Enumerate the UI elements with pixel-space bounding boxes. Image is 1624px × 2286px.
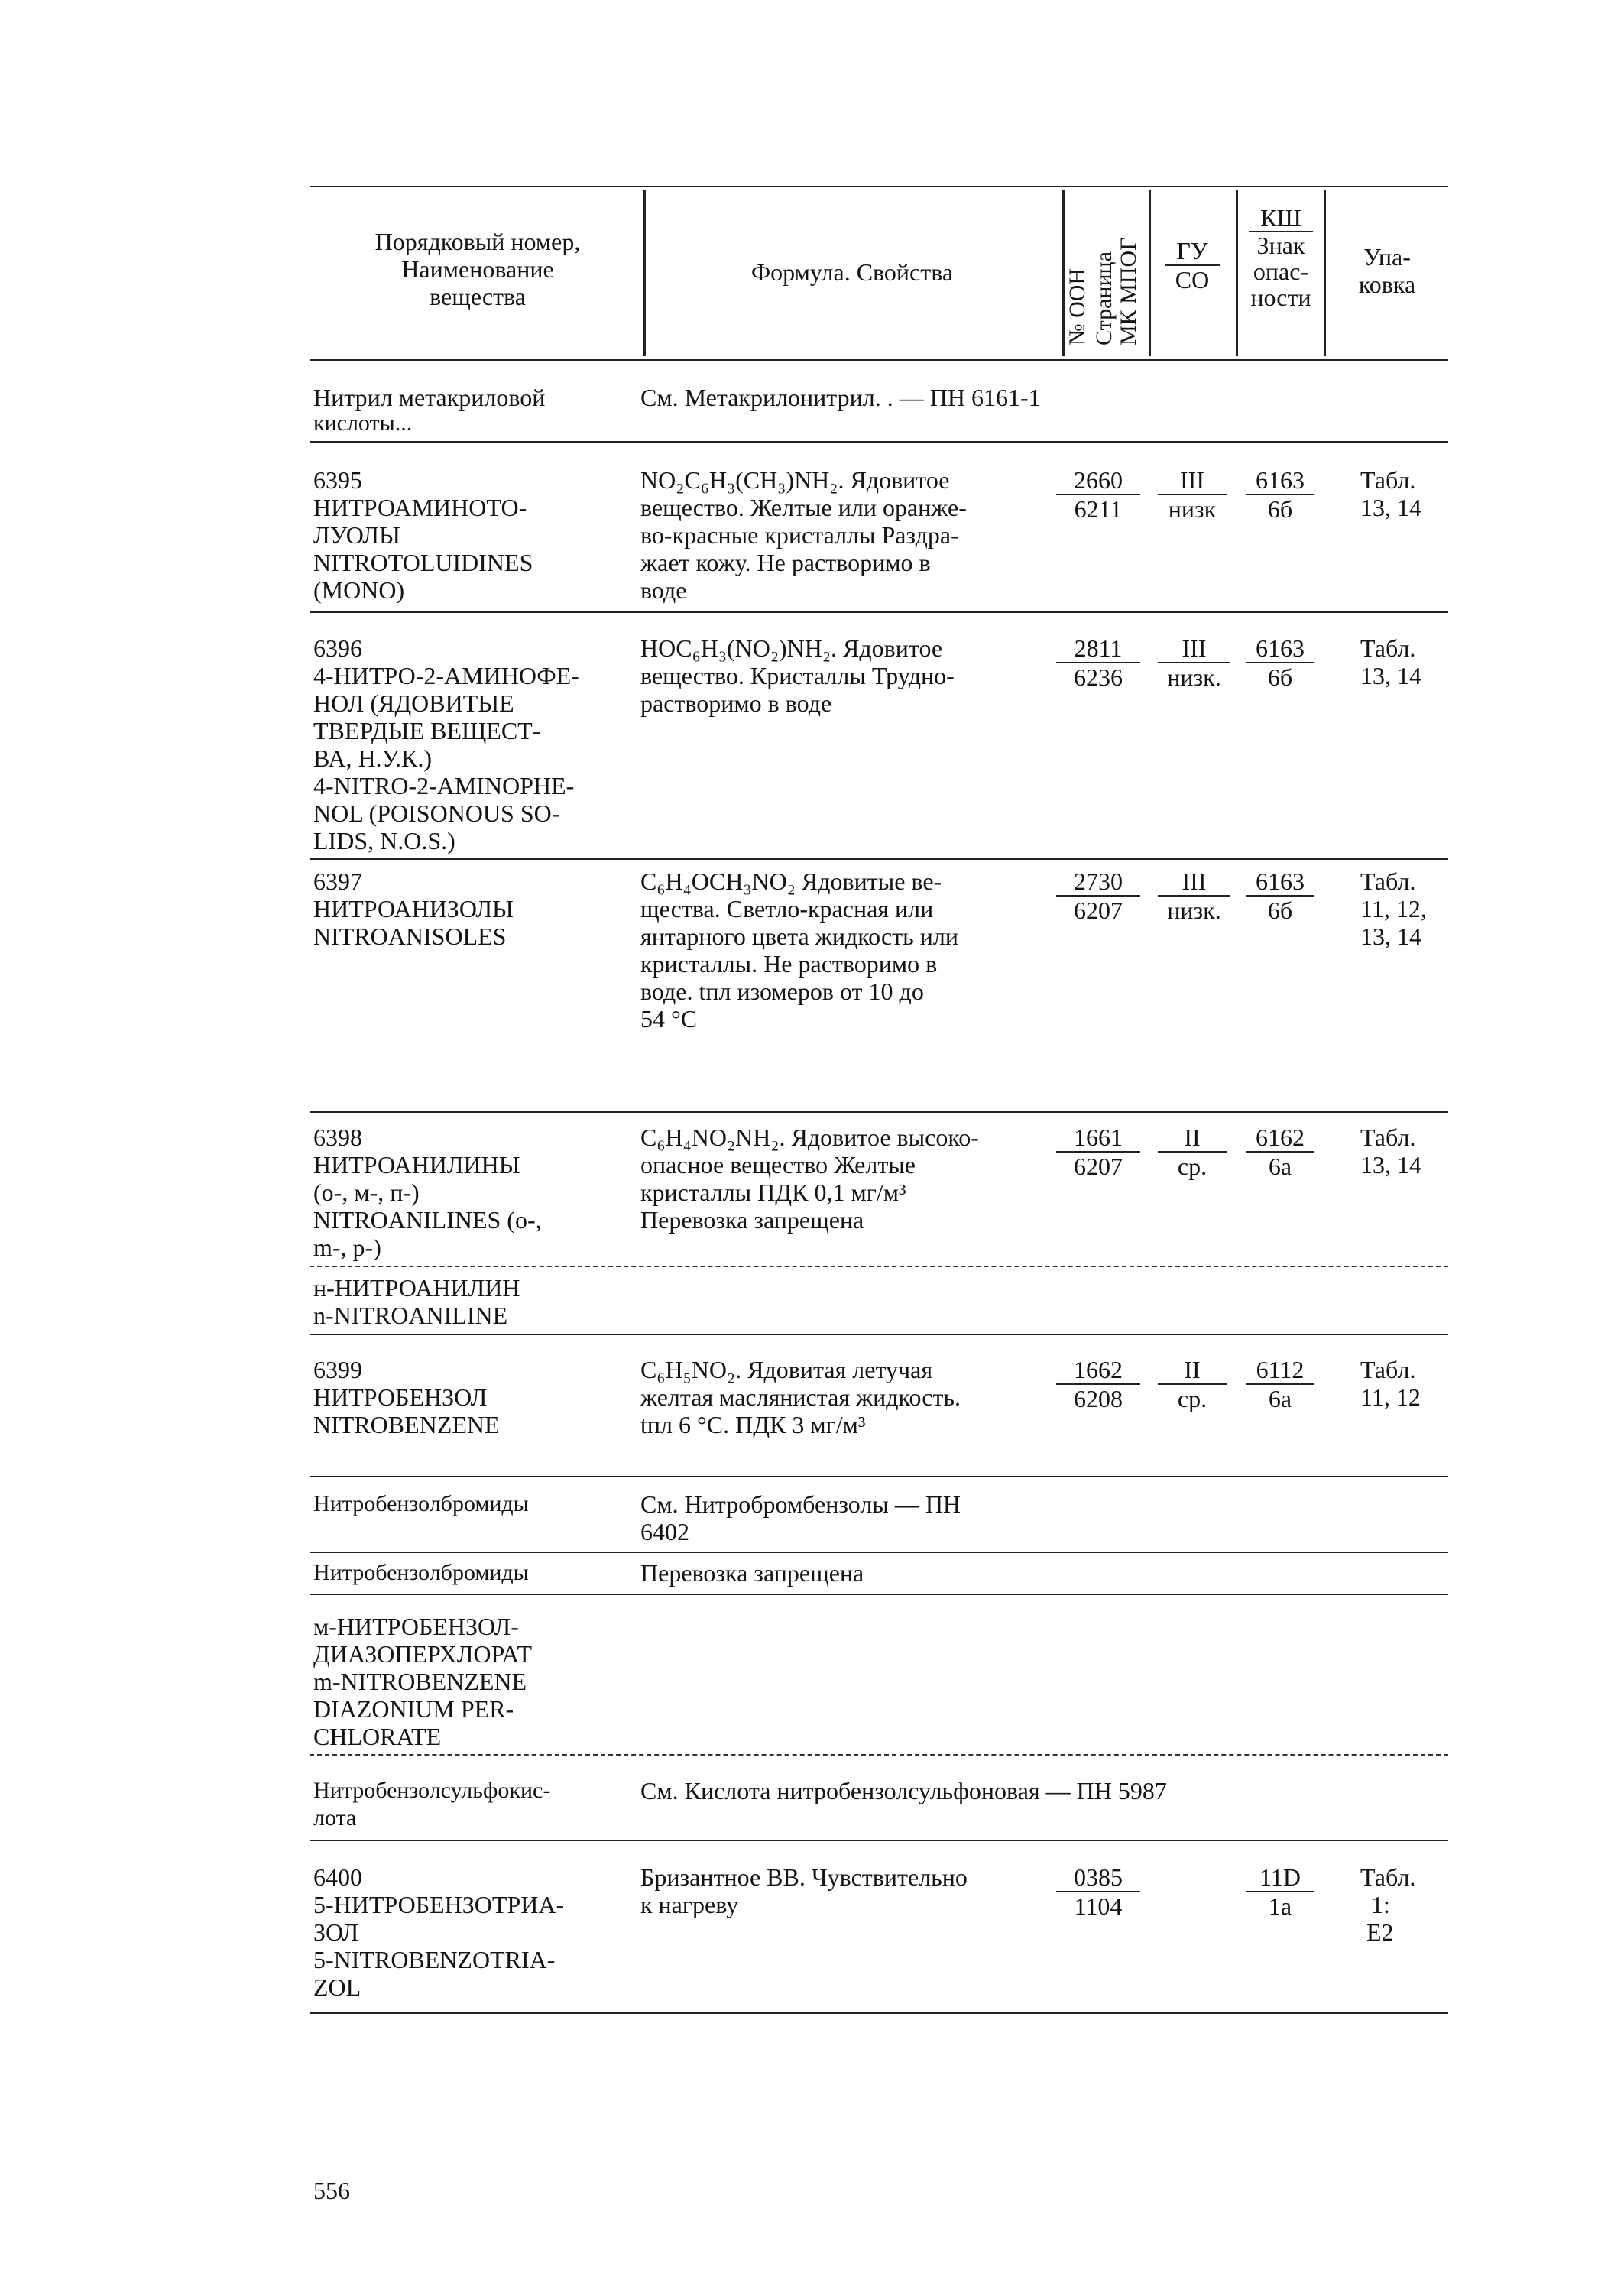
row2-un-page xyxy=(1056,634,1140,691)
row6-props-1: C₆H₅NO₂. Ядовитая летучая xyxy=(640,1356,933,1383)
header-col-name xyxy=(325,228,630,310)
row2-page: 6236 xyxy=(1074,663,1123,691)
row3-props-6: 54 °C xyxy=(640,1005,698,1033)
row1-sign: 6б xyxy=(1267,495,1293,523)
row1-rule xyxy=(310,611,1448,613)
row6-un: 1662 xyxy=(1056,1356,1140,1385)
header-sign-3: ности xyxy=(1250,284,1311,311)
row9-name-1: м-НИТРОБЕНЗОЛ- xyxy=(313,1613,519,1640)
row2-name-4: ТВЕРДЫЕ ВЕЩЕСТ- xyxy=(313,717,541,744)
row4-name-5: m-, p-) xyxy=(313,1234,381,1261)
row4-gu: II xyxy=(1158,1124,1227,1153)
row1-pack-2: 13, 14 xyxy=(1360,494,1421,521)
row6-pack-2: 11, 12 xyxy=(1360,1383,1421,1411)
row8-rule xyxy=(310,1594,1448,1595)
row8-name-1: Нитробензолбромиды xyxy=(313,1560,529,1585)
row2-props-1: HOC₆H₃(NO₂)NH₂. Ядовитое xyxy=(640,634,943,662)
row3-un: 2730 xyxy=(1056,867,1140,897)
row11-name-1: 6400 xyxy=(313,1863,362,1891)
row11-name-4: 5-NITROBENZOTRIA- xyxy=(313,1946,556,1973)
row2-name-1: 6396 xyxy=(313,634,362,662)
row1-name-4: NITROTOLUIDINES xyxy=(313,549,533,576)
row1-name-2: НИТРОАМИНОТО- xyxy=(313,494,527,521)
row0-name-1: Нитрил метакриловой xyxy=(313,384,546,411)
row3-ksh-sign xyxy=(1246,867,1314,924)
row3-pack-3: 13, 14 xyxy=(1360,923,1421,950)
header-divider-3 xyxy=(1149,190,1151,356)
row11-props-1: Бризантное ВВ. Чувствительно xyxy=(640,1863,968,1891)
row10-rule xyxy=(310,1840,1448,1841)
row2-pack-2: 13, 14 xyxy=(1360,662,1421,689)
row1-un: 2660 xyxy=(1056,466,1140,495)
row1-pack-1: Табл. xyxy=(1360,466,1416,494)
header-col-name-line-3: вещества xyxy=(430,283,526,310)
row1-props-1: NO₂C₆H₃(CH₃)NH₂. Ядовитое xyxy=(640,466,950,494)
row3-rule xyxy=(310,1111,1448,1113)
header-sign-1: Знак xyxy=(1256,232,1305,259)
row6-props-3: tпл 6 °C. ПДК 3 мг/м³ xyxy=(640,1411,866,1438)
row1-gu: III xyxy=(1158,466,1227,495)
row2-gu: III xyxy=(1158,634,1230,663)
header-bottom-rule xyxy=(310,359,1448,361)
header-col-mk: МК МПОГ xyxy=(1116,237,1141,345)
row1-props-2: вещество. Желтые или оранже- xyxy=(640,494,967,521)
row11-pack-1: Табл. xyxy=(1360,1863,1416,1891)
row5-name-2: n-NITROANILINE xyxy=(313,1302,508,1329)
row11-name-2: 5-НИТРОБЕНЗОТРИА- xyxy=(313,1891,565,1918)
row6-co: ср. xyxy=(1177,1385,1207,1412)
row7-name-1: Нитробензолбромиды xyxy=(313,1491,529,1516)
row11-ksh-sign xyxy=(1246,1863,1314,1920)
row1-gu-co xyxy=(1158,466,1227,523)
row3-ksh: 6163 xyxy=(1246,867,1314,897)
header-col-ksh xyxy=(1240,205,1322,310)
row4-name-3: (о-, м-, п-) xyxy=(313,1179,420,1206)
row4-props-4: Перевозка запрещена xyxy=(640,1206,864,1234)
page-number: 556 xyxy=(313,2177,350,2204)
row11-pack-3: E2 xyxy=(1366,1918,1394,1946)
row6-rule xyxy=(310,1476,1448,1477)
header-gu: ГУ xyxy=(1165,237,1220,266)
row3-props-4: кристаллы. Не растворимо в xyxy=(640,950,938,978)
row1-name-1: 6395 xyxy=(313,466,362,494)
header-pack-2: ковка xyxy=(1358,271,1416,298)
row1-props-5: воде xyxy=(640,576,687,604)
row9-rule xyxy=(310,1754,1448,1756)
row7-props-2: 6402 xyxy=(640,1518,689,1545)
row3-props-1: C₆H₄OCH₃NO₂ Ядовитые ве- xyxy=(640,867,942,895)
row4-pack-2: 13, 14 xyxy=(1360,1151,1421,1179)
row2-props-2: вещество. Кристаллы Трудно- xyxy=(640,662,955,689)
row9-name-3: m-NITROBENZENE xyxy=(313,1668,527,1695)
header-col-pack xyxy=(1334,243,1441,298)
header-ksh: КШ xyxy=(1249,205,1313,232)
row1-props-3: во-красные кристаллы Раздра- xyxy=(640,521,959,549)
row11-un-page xyxy=(1056,1863,1140,1920)
header-col-gu xyxy=(1154,237,1230,293)
row11-name-3: ЗОЛ xyxy=(313,1918,359,1946)
row2-name-8: LIDS, N.O.S.) xyxy=(313,827,455,854)
row4-sign: 6а xyxy=(1268,1153,1292,1180)
row6-pack-1: Табл. xyxy=(1360,1356,1416,1383)
row4-rule xyxy=(310,1266,1448,1267)
row11-name-5: ZOL xyxy=(313,1973,361,2001)
row1-co: низк xyxy=(1168,495,1217,523)
row1-ksh-sign xyxy=(1246,466,1314,523)
row4-ksh-sign xyxy=(1246,1124,1314,1180)
row8-props-1: Перевозка запрещена xyxy=(640,1559,864,1587)
row7-rule xyxy=(310,1552,1448,1553)
header-co: СО xyxy=(1175,266,1210,293)
header-col-name-line-2: Наименование xyxy=(401,255,554,283)
header-col-name-line-1: Порядковый номер, xyxy=(374,228,581,255)
row4-props-3: кристаллы ПДК 0,1 мг/м³ xyxy=(640,1179,906,1206)
row11-ksh: 11D xyxy=(1246,1863,1314,1892)
row6-sign: 6а xyxy=(1268,1385,1292,1412)
row3-name-2: НИТРОАНИЗОЛЫ xyxy=(313,895,514,923)
row6-gu-co xyxy=(1158,1356,1227,1412)
row2-name-3: НОЛ (ЯДОВИТЫЕ xyxy=(313,689,514,717)
row3-un-page xyxy=(1056,867,1140,924)
header-col-un: № ООН xyxy=(1065,268,1090,345)
row3-props-5: воде. tпл изомеров от 10 до xyxy=(640,978,924,1005)
row7-props-1: См. Нитробромбензолы — ПН xyxy=(640,1490,961,1518)
row9-name-4: DIAZONIUM PER- xyxy=(313,1695,514,1723)
row1-name-5: (MONO) xyxy=(313,576,405,604)
row6-name-2: НИТРОБЕНЗОЛ xyxy=(313,1383,488,1411)
row4-co: ср. xyxy=(1177,1153,1207,1180)
row2-pack-1: Табл. xyxy=(1360,634,1416,662)
row3-gu-co xyxy=(1158,867,1230,924)
row11-props-2: к нагреву xyxy=(640,1891,739,1918)
row0-name-2: кислоты... xyxy=(313,410,413,436)
row11-rule xyxy=(310,2012,1448,2014)
header-divider-5 xyxy=(1324,190,1326,356)
row6-page: 6208 xyxy=(1074,1385,1123,1412)
row3-gu: III xyxy=(1158,867,1230,897)
row11-sign: 1а xyxy=(1268,1892,1292,1920)
row6-name-3: NITROBENZENE xyxy=(313,1411,500,1438)
row1-page: 6211 xyxy=(1074,495,1123,523)
row2-name-5: ВА, Н.У.К.) xyxy=(313,744,432,772)
row2-gu-co xyxy=(1158,634,1230,691)
row3-props-3: янтарного цвета жидкость или xyxy=(640,923,958,950)
row2-ksh-sign xyxy=(1246,634,1314,691)
row2-name-6: 4-NITRO-2-AMINOPHE- xyxy=(313,772,575,799)
row9-name-2: ДИАЗОПЕРХЛОРАТ xyxy=(313,1640,533,1668)
row11-pack-2: 1: xyxy=(1371,1891,1390,1918)
row1-props-4: жает кожу. Не растворимо в xyxy=(640,549,931,576)
row5-name-1: н-НИТРОАНИЛИН xyxy=(313,1274,520,1302)
row6-ksh: 6112 xyxy=(1246,1356,1314,1385)
row10-props-1: См. Кислота нитробензолсульфоновая — ПН 5987 xyxy=(640,1777,1167,1804)
row6-gu: II xyxy=(1158,1356,1227,1385)
row1-name-3: ЛУОЛЫ xyxy=(313,521,400,549)
row4-props-2: опасное вещество Желтые xyxy=(640,1151,916,1179)
row3-page: 6207 xyxy=(1074,897,1123,924)
row2-props-3: растворимо в воде xyxy=(640,689,832,717)
row1-un-page xyxy=(1056,466,1140,523)
row4-un-page xyxy=(1056,1124,1140,1180)
row10-name-2: лота xyxy=(313,1805,357,1830)
row6-un-page xyxy=(1056,1356,1140,1412)
row2-ksh: 6163 xyxy=(1246,634,1314,663)
row4-props-1: C₆H₄NO₂NH₂. Ядовитое высоко- xyxy=(640,1124,979,1151)
row2-name-2: 4-НИТРО-2-АМИНОФЕ- xyxy=(313,662,579,689)
row2-rule xyxy=(310,858,1448,860)
row5-rule xyxy=(310,1334,1448,1335)
row2-co: низк. xyxy=(1167,663,1221,691)
row3-pack-2: 11, 12, xyxy=(1360,895,1427,923)
header-top-rule xyxy=(310,186,1448,187)
header-sign-2: опас- xyxy=(1253,258,1309,285)
row9-name-5: CHLORATE xyxy=(313,1723,442,1750)
row3-pack-1: Табл. xyxy=(1360,867,1416,895)
row0-rule xyxy=(310,441,1448,443)
row2-name-7: NOL (POISONOUS SO- xyxy=(313,799,560,827)
header-col-formula: Формула. Свойства xyxy=(750,258,954,286)
header-pack-1: Упа- xyxy=(1363,243,1411,271)
row4-ksh: 6162 xyxy=(1246,1124,1314,1153)
row3-sign: 6б xyxy=(1267,897,1293,924)
row1-ksh: 6163 xyxy=(1246,466,1314,495)
row3-name-1: 6397 xyxy=(313,867,362,895)
row10-name-1: Нитробензолсульфокис- xyxy=(313,1778,551,1803)
row11-page: 1104 xyxy=(1074,1892,1123,1920)
row4-page: 6207 xyxy=(1074,1153,1123,1180)
row11-un: 0385 xyxy=(1056,1863,1140,1892)
header-divider-4 xyxy=(1236,190,1238,356)
row6-name-1: 6399 xyxy=(313,1356,362,1383)
row4-un: 1661 xyxy=(1056,1124,1140,1153)
row3-props-2: щества. Светло-красная или xyxy=(640,895,934,923)
row4-name-1: 6398 xyxy=(313,1124,362,1151)
row2-un: 2811 xyxy=(1056,634,1140,663)
row4-pack-1: Табл. xyxy=(1360,1124,1416,1151)
row6-ksh-sign xyxy=(1246,1356,1314,1412)
row4-gu-co xyxy=(1158,1124,1227,1180)
row2-sign: 6б xyxy=(1267,663,1293,691)
header-col-page: Страница xyxy=(1091,251,1117,345)
row6-props-2: желтая маслянистая жидкость. xyxy=(640,1383,961,1411)
row4-name-2: НИТРОАНИЛИНЫ xyxy=(313,1151,520,1179)
row0-props-1: См. Метакрилонитрил. . — ПН 6161-1 xyxy=(640,384,1041,411)
row3-name-3: NITROANISOLES xyxy=(313,923,507,950)
row4-name-4: NITROANILINES (o-, xyxy=(313,1206,542,1234)
header-divider-1 xyxy=(643,190,646,356)
row3-co: низк. xyxy=(1167,897,1221,924)
